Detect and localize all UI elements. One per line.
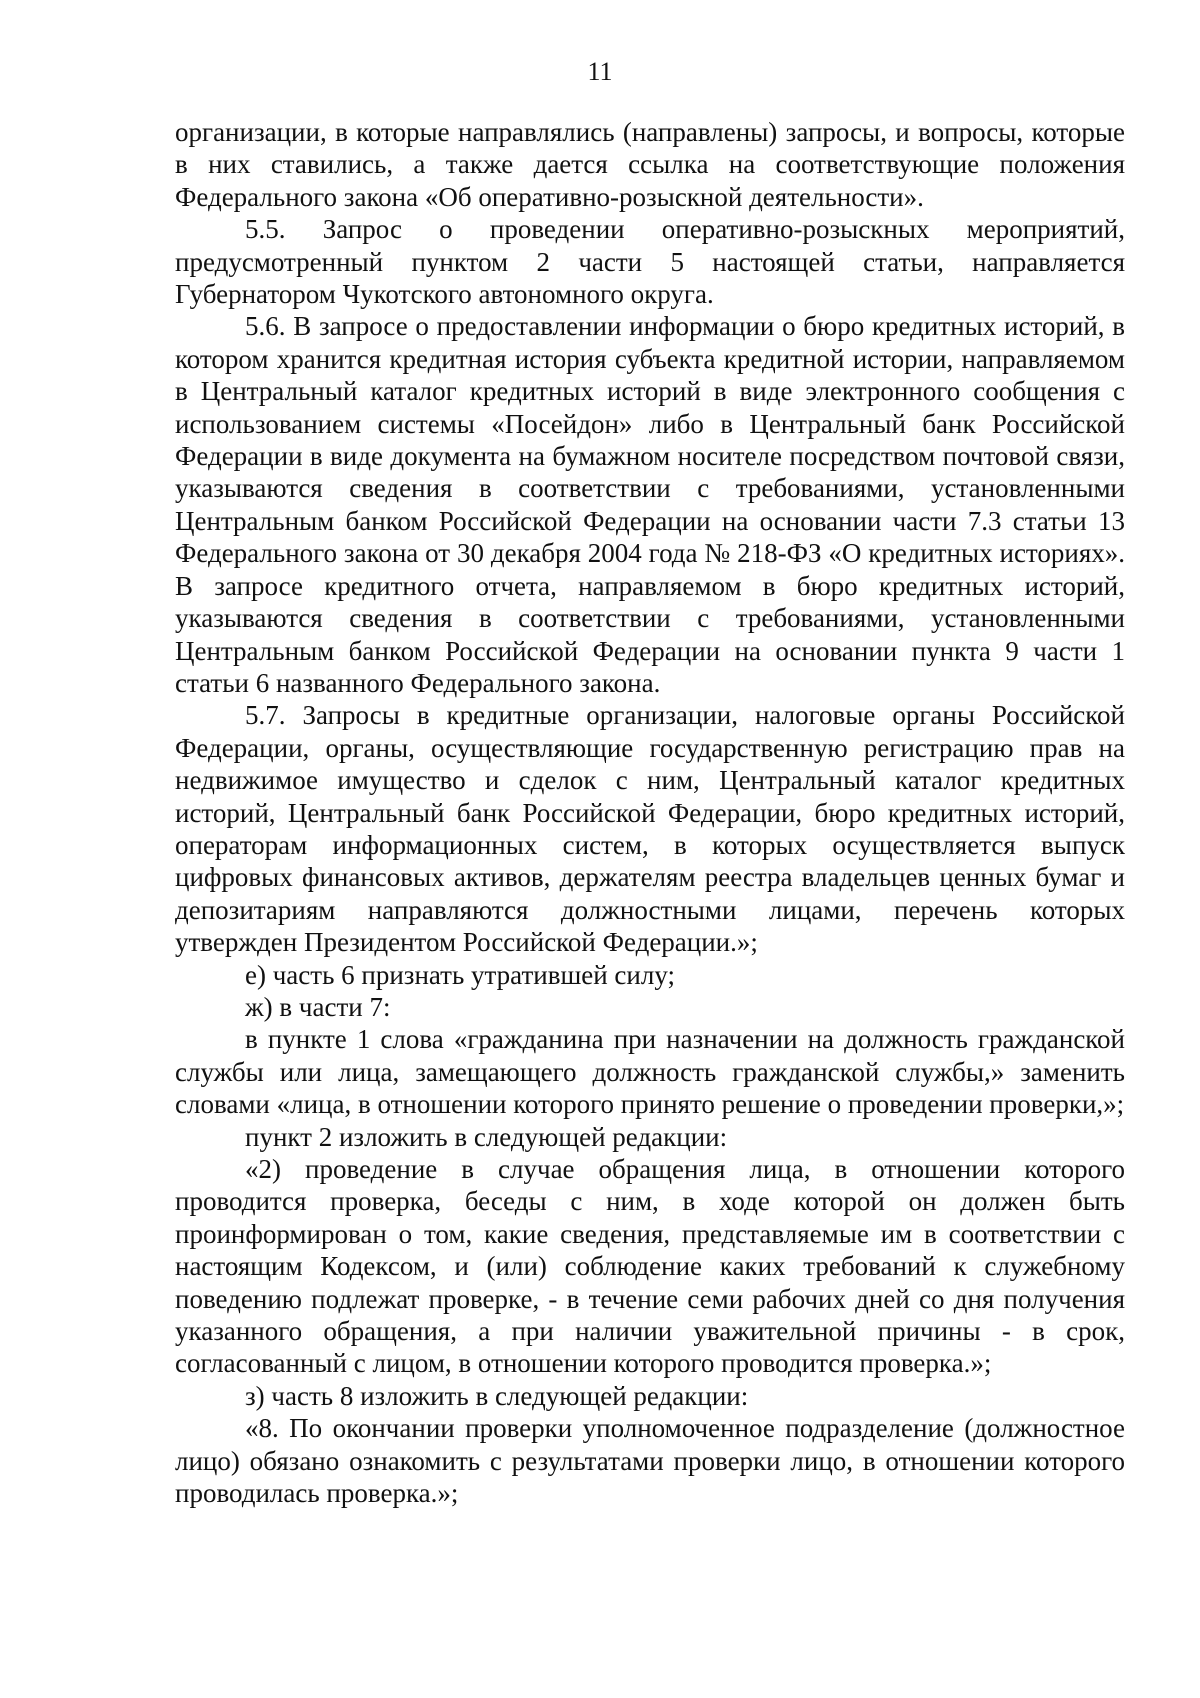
paragraph-5-7: 5.7. Запросы в кредитные организации, налоговые органы Российской Федерации, органы, осуществляющие государственную регистрацию прав на недвижимое имущество и сделок с ним, Центральный каталог кредитных историй, Центральный банк Российской Федерации, бюро кредитных историй, операторам информационных систем, в которых осуществляется выпуск цифровых финансовых активов, держателям реестра владельцев ценных бумаг и депозитариям направляются должностными лицами, перечень которых утвержден Президентом Российской Федерации.»; [175, 700, 1125, 958]
paragraph-item-zh: ж) в части 7: [245, 991, 391, 1022]
paragraph-5-6: 5.6. В запросе о предоставлении информации о бюро кредитных историй, в котором хранится кредитная история субъекта кредитной истории, направляемом в Центральный каталог кредитных историй в виде электронного сообщения с использованием системы «Посейдон» либо в Центральный банк Российской Федерации в виде документа на бумажном носителе посредством почтовой связи, указываются сведения в соответствии с требованиями, установленными Центральным банком Российской Федерации на основании части 7.3 статьи 13 Федерального закона от 30 декабря 2004 года № 218-ФЗ «О кредитных историях». В запросе кредитного отчета, направляемом в бюро кредитных историй, указываются сведения в соответствии с требованиями, установленными Центральным банком Российской Федерации на основании пункта 9 части 1 статьи 6 названного Федерального закона. [175, 311, 1125, 698]
document-body [175, 116, 1125, 1509]
paragraph-continuation: организации, в которые направлялись (направлены) запросы, и вопросы, которые в них ставились, а также дается ссылка на соответствующие положения Федерального закона «Об оперативно-розыскной деятельности». [175, 117, 1125, 212]
paragraph-point-2-text: «2) проведение в случае обращения лица, в отношении которого проводится проверка, беседы с ним, в ходе которой он должен быть проинформирован о том, какие сведения, представляемые им в соответствии с настоящим Кодексом, и (или) соблюдение каких требований к служебному поведению подлежат проверке, - в течение семи рабочих дней со дня получения указанного обращения, а при наличии уважительной причины - в срок, согласованный с лицом, в отношении которого проводится проверка.»; [175, 1154, 1125, 1379]
paragraph-5-5: 5.5. Запрос о проведении оперативно-розыскных мероприятий, предусмотренный пунктом 2 части 5 настоящей статьи, направляется Губернатором Чукотского автономного округа. [175, 214, 1125, 310]
page-number: 11 [587, 57, 613, 86]
paragraph-point-2-intro: пункт 2 изложить в следующей редакции: [245, 1121, 728, 1152]
paragraph-part-8: «8. По окончании проверки уполномоченное подразделение (должностное лицо) обязано ознакомить с результатами проверки лицо, в отношении которого проводилась проверка.»; [175, 1413, 1125, 1509]
paragraph-item-e: е) часть 6 признать утратившей силу; [245, 959, 675, 990]
paragraph-item-z: з) часть 8 изложить в следующей редакции: [245, 1380, 749, 1411]
paragraph-point-1: в пункте 1 слова «гражданина при назначении на должность гражданской службы или лица, замещающего должность гражданской службы,» заменить словами «лица, в отношении которого принято решение о проведении проверки,»; [175, 1024, 1125, 1120]
